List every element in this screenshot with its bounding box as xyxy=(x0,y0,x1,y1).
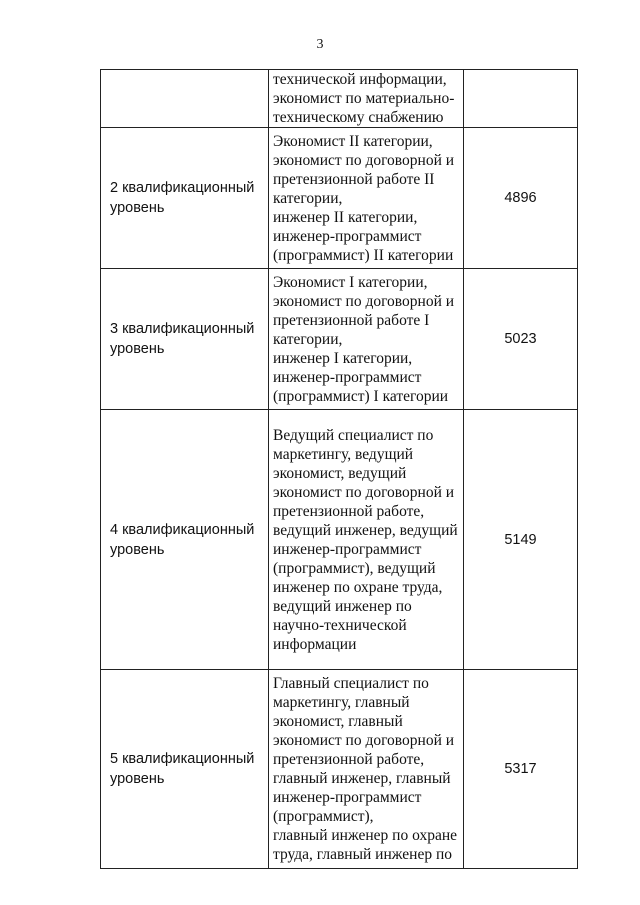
position-line: инженер по охране труда, xyxy=(273,578,443,596)
table-row xyxy=(101,128,578,269)
value-cell xyxy=(464,70,578,128)
table-row xyxy=(101,70,578,128)
positions-cell xyxy=(269,70,464,128)
position-line: инженер-программист xyxy=(273,789,422,806)
level-cell xyxy=(101,410,269,670)
position-line: главный инженер, главный xyxy=(273,770,451,787)
position-line: инженер-программист xyxy=(273,540,422,558)
position-line: экономист по договорной и xyxy=(273,151,455,169)
position-line: инженер-программист xyxy=(273,368,422,386)
level-cell xyxy=(101,269,269,410)
position-line: экономист, главный xyxy=(273,713,403,730)
position-line: инженер I категории, xyxy=(273,349,413,367)
position-line: (программист) I категории xyxy=(273,387,449,405)
position-line: претензионной работе I xyxy=(273,311,430,329)
positions-cell xyxy=(269,128,464,269)
positions-cell xyxy=(269,410,464,670)
level-label: уровень xyxy=(110,200,165,216)
position-line: инженер II категории, xyxy=(273,208,418,226)
level-label: 2 квалификационный xyxy=(110,180,255,196)
position-line: маркетингу, ведущий xyxy=(273,445,414,463)
qualification-table xyxy=(100,69,578,869)
table-row xyxy=(101,269,578,410)
position-line: Экономист II категории, xyxy=(273,132,433,150)
page-number: 3 xyxy=(316,37,324,52)
positions-cell xyxy=(269,670,464,869)
position-line: ведущий инженер по xyxy=(273,597,412,615)
position-line: (программист) II категории xyxy=(273,246,454,264)
position-line: Главный специалист по xyxy=(273,675,429,692)
position-line: (программист), ведущий xyxy=(273,559,436,577)
position-line: ведущий инженер, ведущий xyxy=(273,521,458,539)
table-row xyxy=(101,410,578,670)
positions-cell xyxy=(269,269,464,410)
position-line: техническому снабжению xyxy=(273,109,444,126)
level-cell xyxy=(101,128,269,269)
position-line: инженер-программист xyxy=(273,227,422,245)
position-line: научно-технической xyxy=(273,616,407,634)
level-cell xyxy=(101,70,269,128)
value-cell: 5149 xyxy=(464,410,578,670)
position-line: категории, xyxy=(273,330,343,348)
value-cell: 5317 xyxy=(464,670,578,869)
position-line: Экономист I категории, xyxy=(273,273,428,291)
position-line: технической информации, xyxy=(273,71,447,88)
position-line: информации xyxy=(273,635,357,653)
position-line: (программист), xyxy=(273,808,374,825)
position-line: труда, главный инженер по xyxy=(273,846,452,863)
position-line: экономист по материально- xyxy=(273,90,455,107)
level-label: 3 квалификационный xyxy=(110,321,255,337)
position-line: маркетингу, главный xyxy=(273,694,410,711)
position-line: главный инженер по охране xyxy=(273,827,457,844)
level-label: уровень xyxy=(110,541,165,558)
level-label: 5 квалификационный xyxy=(110,751,255,767)
level-label: уровень xyxy=(110,771,165,787)
level-label: 4 квалификационный xyxy=(110,521,255,538)
position-line: категории, xyxy=(273,189,343,207)
position-line: экономист по договорной и xyxy=(273,732,455,749)
level-label: уровень xyxy=(110,341,165,357)
level-cell xyxy=(101,670,269,869)
position-line: претензионной работе, xyxy=(273,751,425,768)
value-cell: 5023 xyxy=(464,269,578,410)
position-line: Ведущий специалист по xyxy=(273,426,434,444)
position-line: экономист по договорной и xyxy=(273,483,455,501)
value-cell: 4896 xyxy=(464,128,578,269)
position-line: претензионной работе II xyxy=(273,170,435,188)
table-row xyxy=(101,670,578,869)
position-line: экономист по договорной и xyxy=(273,292,455,310)
position-line: претензионной работе, xyxy=(273,502,425,520)
position-line: экономист, ведущий xyxy=(273,464,407,482)
